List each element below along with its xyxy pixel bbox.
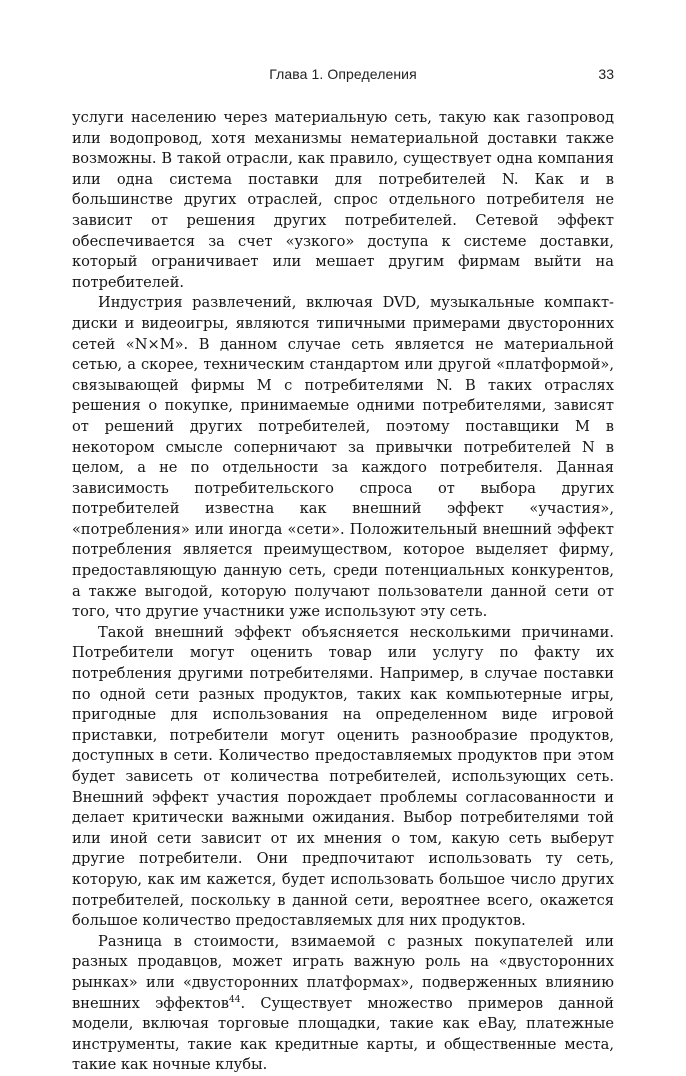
- chapter-title: Глава 1. Определения: [269, 66, 417, 82]
- footnote-marker[interactable]: 44: [229, 994, 241, 1005]
- running-header: [72, 66, 614, 86]
- paragraph-2: Индустрия развлечений, включая DVD, музыкальные компакт-диски и видеоигры, являются типичными примерами двусторонних сетей «N×M». В данном случае сеть является не материальной сетью, а скорее, техническим стандартом или другой «платформой», связывающей фирмы M с потребителями N. В таких отраслях решения о покупке, принимаемые одними потребителями, зависят от решений других потребителей, поэтому поставщики M в некотором смысле соперничают за привычки потребителей N в целом, а не по отдельности за каждого потребителя. Данная зависимость потребительского спроса от выбора других потребителей известна как внешний эффект «участия», «потребления» или иногда «сети». Положительный внешний эффект потребления является преимуществом, которое выделяет фирму, предоставляющую данную сеть, среди потенциальных конкурентов, а также выгодой, которую получают пользователи данной сети от того, что другие участники уже используют эту сеть.: [72, 294, 614, 621]
- page-number: 33: [598, 66, 614, 82]
- paragraph-4-part-2: . Существует множество примеров данной модели, включая торговые площадки, такие как eBay, платежные инструменты, такие как кредитные карты, и общественные места, такие как ночные клубы.: [72, 994, 614, 1074]
- paragraph-1: услуги населению через материальную сеть, такую как газопровод или водопровод, хотя механизмы нематериальной доставки также возможны. В такой отрасли, как правило, существует одна компания или одна система поставки для потребителей N. Как и в большинстве других отраслей, спрос отдельного потребителя не зависит от решения других потребителей. Сетевой эффект обеспечивается за счет «узкого» доступа к системе доставки, который ограничивает или мешает другим фирмам выйти на потребителей.: [72, 109, 614, 291]
- paragraph-4: [72, 932, 614, 1076]
- body-text: [72, 108, 614, 1076]
- paragraph-3: Такой внешний эффект объясняется несколькими причинами. Потребители могут оценить товар или услугу по факту их потребления другими потребителями. Например, в случае поставки по одной сети разных продуктов, таких как компьютерные игры, пригодные для использования на определенном виде игровой приставки, потребители могут оценить разнообразие продуктов, доступных в сети. Количество предоставляемых продуктов при этом будет зависеть от количества потребителей, использующих сеть. Внешний эффект участия порождает проблемы согласованности и делает критически важными ожидания. Выбор потребителями той или иной сети зависит от их мнения о том, какую сеть выберут другие потребители. Они предпочитают использовать ту сеть, которую, как им кажется, будет использовать большое число других потребителей, поскольку в данной сети, вероятнее всего, окажется большое количество предоставляемых для них продуктов.: [72, 623, 614, 930]
- paragraph-4-part-1: Разница в стоимости, взимаемой с разных покупателей или разных продавцов, может играть важную роль на «двусторонних рынках» или «двусторонних платформах», подверженных влиянию внешних эффектов: [72, 932, 614, 1012]
